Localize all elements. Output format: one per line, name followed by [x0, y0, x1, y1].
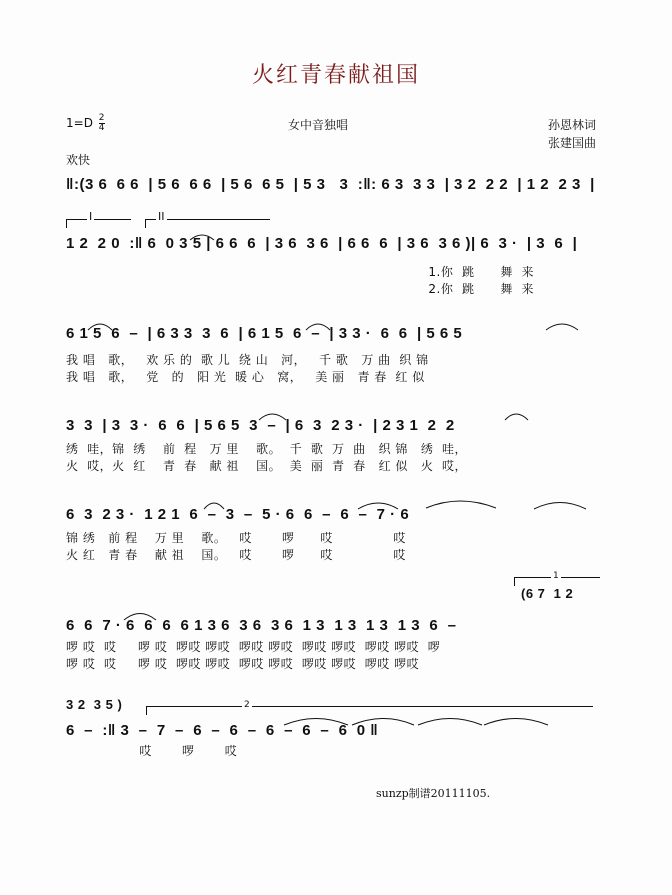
time-sig-bottom: 4	[98, 123, 105, 133]
volta-first-label: I	[89, 210, 93, 223]
volta-second-label: II	[158, 210, 165, 223]
staff-row-1: ‖:(3 6 6 6 | 5 6 6 6 | 5 6 6 5 | 5 3 3 :‖: 6 3 3 3 | 3 2 2 2 | 1 2 2 3 |	[66, 176, 595, 193]
key-label: 1=D	[66, 116, 93, 130]
composer: 张建国曲	[548, 136, 597, 150]
staff-row-7: 6 – :‖ 3 – 7 – 6 – 6 – 6 – 6 – 6 0 ‖	[66, 722, 379, 739]
slur-2	[88, 324, 112, 330]
lyricist: 孙恩林词	[548, 118, 597, 132]
lyric-row-6-verse-1: 啰 哎 哎 啰 哎 啰哎 啰哎 啰哎 啰哎 啰哎 啰哎 啰哎 啰哎 啰	[66, 640, 441, 654]
lyric-row-2-verse-2: 2.你 跳 舞 来	[66, 282, 535, 296]
slur-13	[352, 719, 414, 726]
slur-5	[259, 414, 286, 420]
transcriber-credit: sunzp制谱20111105.	[376, 787, 491, 800]
staff-row-6: 6 6 7 · 6 6 6 6 1 3 6 3 6 3 6 1 3 1 3 1 3 1 3 6 –	[66, 617, 457, 634]
lyric-row-4-verse-2: 火 哎，火 红 青 春 献 祖 国。 美 丽 青 春 红 似 火 哎，	[66, 459, 468, 473]
slur-12	[284, 719, 348, 726]
lyric-row-7: 哎 啰 哎	[66, 744, 238, 758]
slur-3	[306, 324, 330, 330]
slur-11	[124, 614, 156, 621]
volta-ending-2-label: 2	[244, 700, 250, 710]
lyric-row-5-verse-1: 锦 绣 前 程 万 里 歌。 哎 啰 哎 哎	[66, 531, 406, 545]
lyric-row-4-verse-1: 绣 哇，锦 绣 前 程 万 里 歌。 千 歌 万 曲 织 锦 绣 哇，	[66, 442, 468, 456]
lyric-row-3-verse-2: 我 唱 歌， 党 的 阳 光 暖 心 窝， 美 丽 青 春 红 似	[66, 370, 425, 384]
staff-row-7-pickup: 3 2 3 5 )	[66, 697, 123, 712]
performance-note: 女中音独唱	[288, 118, 349, 132]
slur-14	[418, 719, 482, 726]
slur-4	[546, 324, 578, 330]
staff-row-5: 6 3 2 3 · 1 2 1 6 – 3 – 5 · 6 6 – 6 – 7 · 6	[66, 506, 410, 523]
slur-7	[204, 503, 224, 509]
tempo-marking: 欢快	[66, 153, 91, 167]
staff-row-3: 6 1 5 6 – | 6 3 3 3 6 | 6 1 5 6 – | 3 3 · 6 6 | 5 6 5	[66, 325, 463, 342]
volta-ending-1-label: 1	[553, 571, 559, 581]
lyric-row-3-verse-1: 我 唱 歌， 欢 乐 的 歌 儿 绕 山 河， 千 歌 万 曲 织 锦	[66, 353, 429, 367]
slur-1	[190, 235, 214, 240]
slur-6	[505, 414, 528, 420]
slur-15	[484, 719, 548, 726]
staff-row-2: 1 2 2 0 :‖ 6 0 3 5 | 6 6 6 | 3 6 3 6 | 6 6 6 | 3 6 3 6 )| 6 3 · | 3 6 |	[66, 235, 578, 252]
time-sig-top: 2	[98, 113, 105, 123]
lyric-row-2-verse-1: 1.你 跳 舞 来	[66, 265, 535, 279]
staff-row-4: 3 3 | 3 3 · 6 6 | 5 6 5 3 – | 6 3 2 3 · | 2 3 1 2 2	[66, 417, 455, 434]
slur-8	[358, 503, 398, 509]
slur-10	[534, 503, 586, 510]
lyric-row-5-verse-2: 火 红 青 春 献 祖 国。 哎 啰 哎 哎	[66, 548, 406, 562]
lyric-row-6-verse-2: 啰 哎 哎 啰 哎 啰哎 啰哎 啰哎 啰哎 啰哎 啰哎 啰哎 啰哎	[66, 657, 420, 671]
song-title: 火红青春献祖国	[251, 63, 420, 88]
staff-row-6-pickup: (6 7 1 2	[521, 586, 574, 601]
slur-9	[426, 501, 496, 508]
